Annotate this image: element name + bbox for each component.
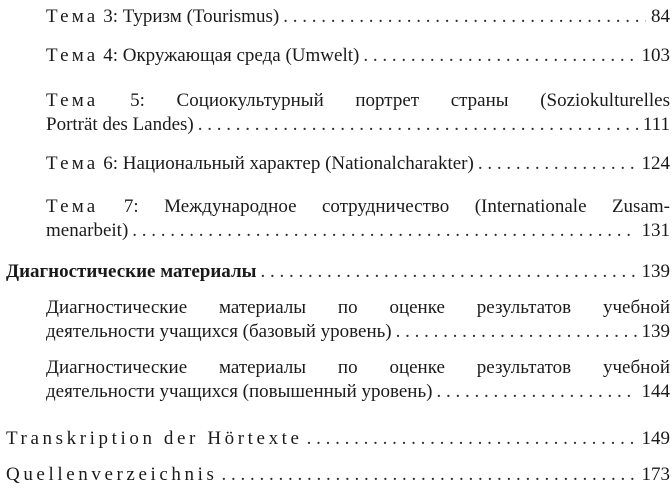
dot-leader (260, 260, 636, 284)
entry-title-line-1: Диагностические материалы по оценке результатов учебной (46, 357, 670, 378)
page-number: 103 (641, 45, 670, 66)
dot-leader (283, 5, 646, 29)
topic-title-line-1: 7: Международное сотрудничество (Internationale Zusam- (98, 196, 670, 217)
topic-title: 3: Туризм (Tourismus) (98, 6, 280, 27)
toc-entry-topic-5[interactable] (46, 89, 670, 137)
topic-title: 6: Национальный характер (Nationalcharakter) (98, 153, 474, 174)
dot-leader (478, 152, 637, 176)
page-number: 84 (651, 6, 670, 27)
dot-leader (198, 113, 638, 137)
toc-entry-topic-3[interactable] (46, 5, 670, 29)
section-title: Transkription der Hörtexte (6, 428, 303, 449)
topic-prefix: Тема (46, 153, 99, 174)
page-number: 131 (641, 220, 670, 241)
page-number: 139 (641, 321, 670, 342)
page-number: 144 (641, 381, 670, 402)
toc-entry-transcription[interactable] (6, 427, 670, 451)
topic-prefix: Тема (46, 196, 99, 217)
toc-entry-diagnostic-basic[interactable] (46, 296, 670, 344)
entry-title-line-2: деятельности учащихся (повышенный уровень) (46, 381, 433, 402)
entry-title-line-1: Диагностические материалы по оценке результатов учебной (46, 297, 670, 318)
dot-leader (221, 463, 636, 487)
page-number: 124 (641, 153, 670, 174)
toc-entry-topic-4[interactable] (46, 44, 670, 68)
page-number: 149 (641, 428, 670, 449)
topic-title-line-2: Porträt des Landes) (46, 114, 194, 135)
toc-entry-sources[interactable] (6, 463, 670, 487)
page-number: 173 (641, 464, 670, 485)
topic-prefix: Тема (46, 45, 99, 66)
section-title: Диагностические материалы (6, 261, 257, 282)
section-title: Quellenverzeichnis (6, 464, 218, 485)
dot-leader (396, 320, 637, 344)
dot-leader (363, 44, 636, 68)
toc-entry-topic-7[interactable] (46, 195, 670, 243)
page-number: 111 (642, 114, 670, 135)
topic-title: 4: Окружающая среда (Umwelt) (98, 45, 360, 66)
dot-leader (307, 427, 637, 451)
dot-leader (436, 380, 636, 404)
entry-title-line-2: деятельности учащихся (базовый уровень) (46, 321, 392, 342)
toc-entry-topic-6[interactable] (46, 152, 670, 176)
toc-entry-diagnostic-materials[interactable] (6, 260, 670, 284)
toc-entry-diagnostic-advanced[interactable] (46, 356, 670, 404)
dot-leader (132, 219, 636, 243)
topic-title-line-2: menarbeit) (46, 220, 129, 241)
topic-prefix: Тема (46, 6, 99, 27)
topic-title-line-1: 5: Социокультурный портрет страны (Soziokulturelles (98, 90, 670, 111)
page-number: 139 (641, 261, 670, 282)
topic-prefix: Тема (46, 90, 99, 111)
